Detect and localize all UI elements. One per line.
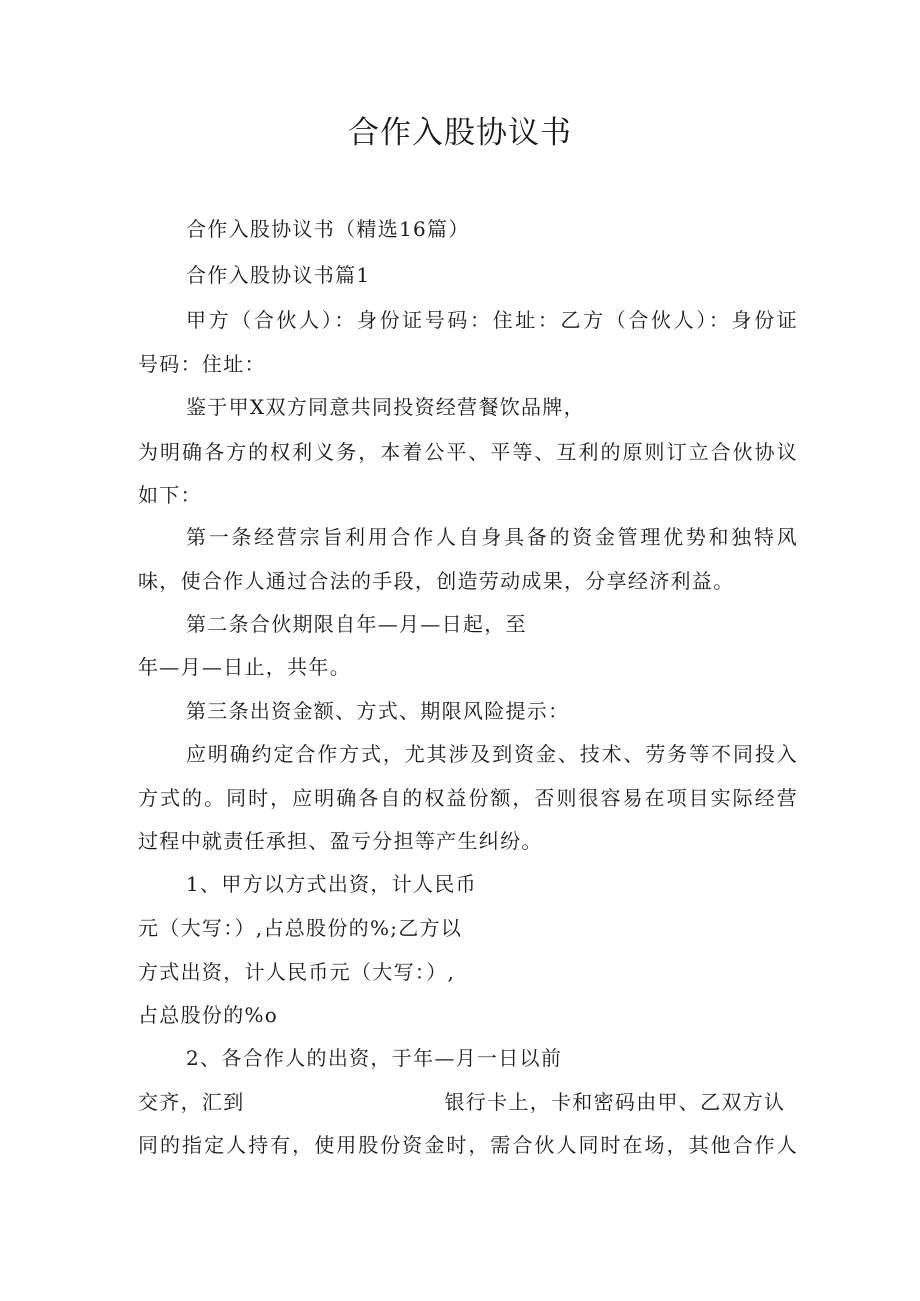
paragraph-line: 年—月—日止，共年。 — [138, 655, 351, 679]
paragraph-line — [138, 1087, 798, 1117]
paragraph-line: 味，使合作人通过合法的手段，创造劳动成果，分享经济利益。 — [138, 569, 735, 593]
paragraph-line: 第一条经营宗旨利用合作人自身具备的资金管理优势和独特风 — [186, 525, 798, 549]
document-title: 合作入股协议书 — [348, 115, 572, 151]
line-segment: 银行卡上，卡和密码由甲、乙双方认 — [444, 1090, 786, 1114]
paragraph-line: 1、甲方以方式出资，计人民币 — [186, 872, 477, 896]
paragraph-line: 合作入股协议书（精选16篇） — [186, 217, 470, 241]
paragraph-line: 第二条合伙期限自年—月—日起，至 — [186, 612, 527, 636]
paragraph-line: 2、各合作人的出资，于年—月一日以前 — [186, 1046, 563, 1070]
line-segment: 交齐，汇到 — [138, 1090, 245, 1114]
paragraph-line: 甲方（合伙人）：身份证号码：住址：乙方（合伙人）：身份证 — [186, 308, 798, 332]
paragraph-line: 为明确各方的权利义务，本着公平、平等、互利的原则订立合伙协议 — [138, 440, 798, 464]
paragraph-line: 方式出资，计人民币元（大写：）, — [138, 960, 456, 984]
paragraph-line: 如下： — [138, 483, 202, 507]
paragraph-line: 合作入股协议书篇1 — [186, 263, 371, 287]
paragraph-line: 鉴于甲X双方同意共同投资经营餐饮品牌， — [186, 395, 585, 419]
paragraph-line: 过程中就责任承担、盈亏分担等产生纠纷。 — [138, 829, 543, 853]
paragraph-line: 元（大写：）,占总股份的%;乙方以 — [138, 916, 463, 940]
paragraph-line: 应明确约定合作方式，尤其涉及到资金、技术、劳务等不同投入 — [186, 742, 798, 766]
paragraph-line: 号码：住址： — [138, 352, 266, 376]
paragraph-line: 同的指定人持有，使用股份资金时，需合伙人同时在场，其他合作人 — [138, 1133, 798, 1157]
paragraph-line: 方式的。同时，应明确各自的权益份额，否则很容易在项目实际经营 — [138, 786, 798, 810]
paragraph-line: 占总股份的%o — [138, 1003, 279, 1027]
paragraph-line: 第三条出资金额、方式、期限风险提示： — [186, 699, 570, 723]
